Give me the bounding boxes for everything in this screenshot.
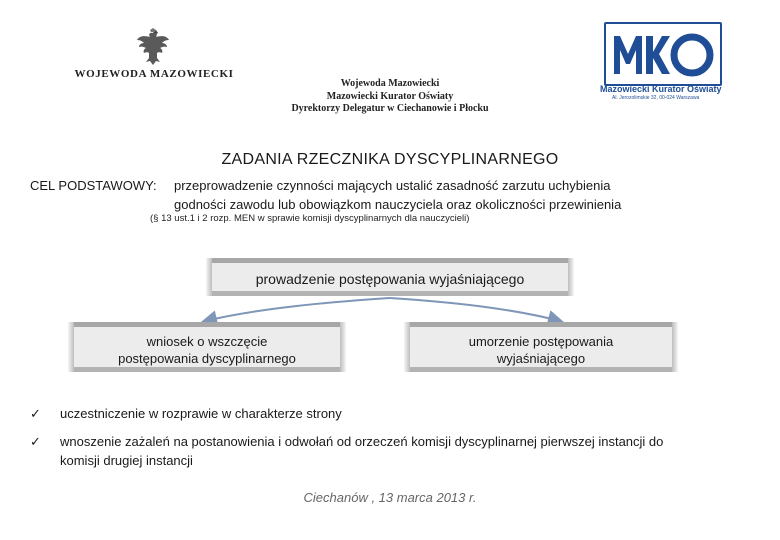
checkmark-icon: ✓ (30, 434, 41, 449)
box-top-label: prowadzenie postępowania wyjaśniającego (255, 271, 525, 287)
header-line: Wojewoda Mazowiecki (340, 78, 440, 89)
box-right-line: wyjaśniającego (496, 351, 586, 366)
goal-label: CEL PODSTAWOWY: (30, 178, 157, 193)
goal-text (174, 176, 734, 214)
mko-logo-frame (604, 22, 722, 86)
mko-address: Al. Jerozolimskie 32, 00-024 Warszawa (612, 95, 700, 101)
header-line: Mazowiecki Kurator Oświaty (326, 90, 454, 102)
mko-letters-icon (606, 24, 720, 84)
goal-line: przeprowadzenie czynności mających ustalić zasadność zarzutu uchybienia (174, 178, 611, 193)
bullet-line: wnoszenie zażaleń na postanowienia i odwołań od orzeczeń komisji dyscyplinarnej pierwszej instancji do (60, 434, 664, 449)
wojewoda-logo (64, 26, 242, 88)
document-date: Ciechanów , 13 marca 2013 r. (303, 490, 477, 505)
header-line: Dyrektorzy Delegatur w Ciechanowie i Płocku (291, 103, 489, 114)
legal-basis-note: (§ 13 ust.1 i 2 rozp. MEN w sprawie komisji dyscyplinarnych dla nauczycieli) (150, 213, 470, 224)
header-authorities (250, 78, 530, 116)
checkmark-icon: ✓ (30, 406, 41, 421)
arrow-to-left-box (205, 298, 390, 321)
box-explanatory-proceedings (212, 258, 568, 296)
box-left-line: wniosek o wszczęcie (146, 334, 268, 349)
eagle-emblem-icon (136, 28, 170, 68)
box-left-line: postępowania dyscyplinarnego (118, 351, 296, 366)
box-right-line: umorzenie postępowania (468, 334, 614, 349)
mko-logo (600, 20, 736, 102)
mko-tagline: Mazowiecki Kurator Oświaty (600, 84, 722, 94)
bullet-line: komisji drugiej instancji (60, 453, 193, 468)
arrow-to-right-box (390, 298, 560, 321)
wojewoda-logo-text: WOJEWODA MAZOWIECKI (74, 68, 234, 80)
bullet-line: uczestniczenie w rozprawie w charakterze strony (60, 406, 342, 421)
box-discontinuation (410, 322, 672, 372)
box-disciplinary-motion (74, 322, 340, 372)
page-title: ZADANIA RZECZNIKA DYSCYPLINARNEGO (221, 151, 559, 168)
goal-line: godności zawodu lub obowiązkom nauczyciela oraz okoliczności przewinienia (174, 197, 622, 212)
